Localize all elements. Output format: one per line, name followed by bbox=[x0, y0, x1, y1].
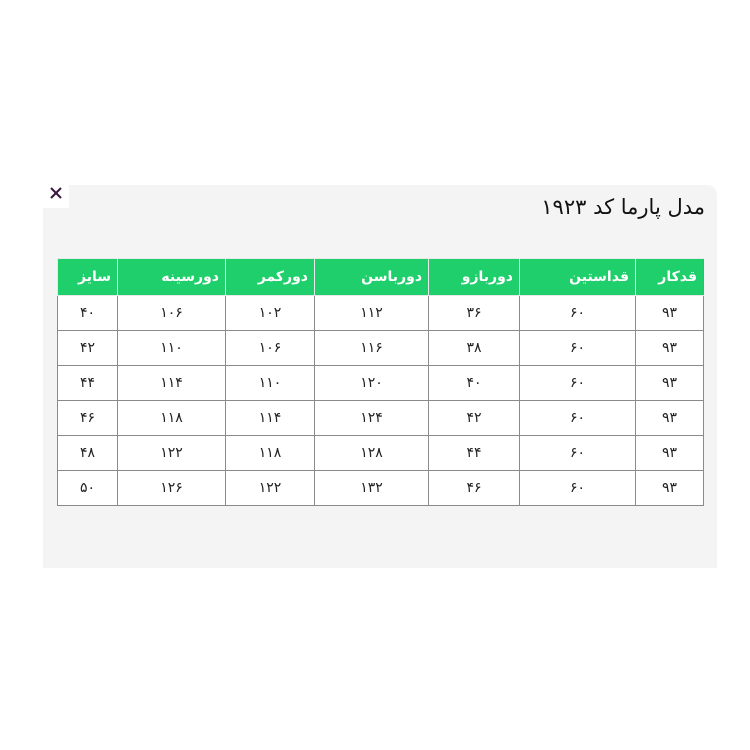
table-cell: ۱۱۰ bbox=[118, 331, 226, 366]
table-cell: ۱۰۲ bbox=[226, 296, 315, 331]
table-cell: ۱۱۰ bbox=[226, 366, 315, 401]
table-cell: ۱۲۸ bbox=[315, 436, 429, 471]
table-cell: ۹۳ bbox=[636, 436, 704, 471]
header-cell-hip: دورباسن bbox=[315, 259, 429, 296]
size-table bbox=[57, 258, 704, 506]
table-cell: ۹۳ bbox=[636, 366, 704, 401]
table-cell: ۱۱۶ bbox=[315, 331, 429, 366]
table-cell: ۹۳ bbox=[636, 471, 704, 506]
table-cell: ۱۳۲ bbox=[315, 471, 429, 506]
table-cell: ۱۰۶ bbox=[226, 331, 315, 366]
table-cell: ۳۶ bbox=[429, 296, 520, 331]
table-row bbox=[58, 296, 704, 331]
table-cell: ۱۱۸ bbox=[118, 401, 226, 436]
table-cell: ۱۲۲ bbox=[226, 471, 315, 506]
table-row bbox=[58, 366, 704, 401]
table-cell: ۱۱۸ bbox=[226, 436, 315, 471]
table-cell: ۶۰ bbox=[520, 436, 636, 471]
table-cell: ۱۲۰ bbox=[315, 366, 429, 401]
table-cell: ۴۴ bbox=[429, 436, 520, 471]
table-cell: ۴۰ bbox=[58, 296, 118, 331]
table-cell: ۱۱۴ bbox=[226, 401, 315, 436]
header-cell-size: سایز bbox=[58, 259, 118, 296]
table-cell: ۱۲۴ bbox=[315, 401, 429, 436]
close-icon bbox=[50, 187, 62, 199]
header-cell-sleeve-length: قداستین bbox=[520, 259, 636, 296]
table-cell: ۹۳ bbox=[636, 401, 704, 436]
table-cell: ۶۰ bbox=[520, 401, 636, 436]
table-cell: ۱۱۴ bbox=[118, 366, 226, 401]
header-cell-height: قدکار bbox=[636, 259, 704, 296]
table-body bbox=[58, 296, 704, 506]
table-cell: ۹۳ bbox=[636, 331, 704, 366]
size-chart-modal bbox=[43, 185, 717, 568]
table-cell: ۹۳ bbox=[636, 296, 704, 331]
table-cell: ۶۰ bbox=[520, 296, 636, 331]
table-cell: ۱۱۲ bbox=[315, 296, 429, 331]
table-row bbox=[58, 331, 704, 366]
close-button[interactable] bbox=[43, 178, 69, 208]
table-row bbox=[58, 471, 704, 506]
header-cell-waist: دورکمر bbox=[226, 259, 315, 296]
table-cell: ۱۲۲ bbox=[118, 436, 226, 471]
table-cell: ۶۰ bbox=[520, 366, 636, 401]
modal-title: مدل پارما کد ۱۹۲۳ bbox=[541, 195, 705, 219]
table-cell: ۴۲ bbox=[429, 401, 520, 436]
table-cell: ۴۰ bbox=[429, 366, 520, 401]
table-cell: ۴۶ bbox=[58, 401, 118, 436]
table-cell: ۶۰ bbox=[520, 471, 636, 506]
table-cell: ۴۶ bbox=[429, 471, 520, 506]
table-cell: ۶۰ bbox=[520, 331, 636, 366]
header-cell-chest: دورسینه bbox=[118, 259, 226, 296]
table-cell: ۴۸ bbox=[58, 436, 118, 471]
table-row bbox=[58, 401, 704, 436]
table-header-row bbox=[58, 259, 704, 296]
table-cell: ۱۲۶ bbox=[118, 471, 226, 506]
table-cell: ۴۲ bbox=[58, 331, 118, 366]
table-cell: ۳۸ bbox=[429, 331, 520, 366]
table-cell: ۵۰ bbox=[58, 471, 118, 506]
table-cell: ۴۴ bbox=[58, 366, 118, 401]
header-cell-arm: دوربازو bbox=[429, 259, 520, 296]
table-cell: ۱۰۶ bbox=[118, 296, 226, 331]
table-row bbox=[58, 436, 704, 471]
